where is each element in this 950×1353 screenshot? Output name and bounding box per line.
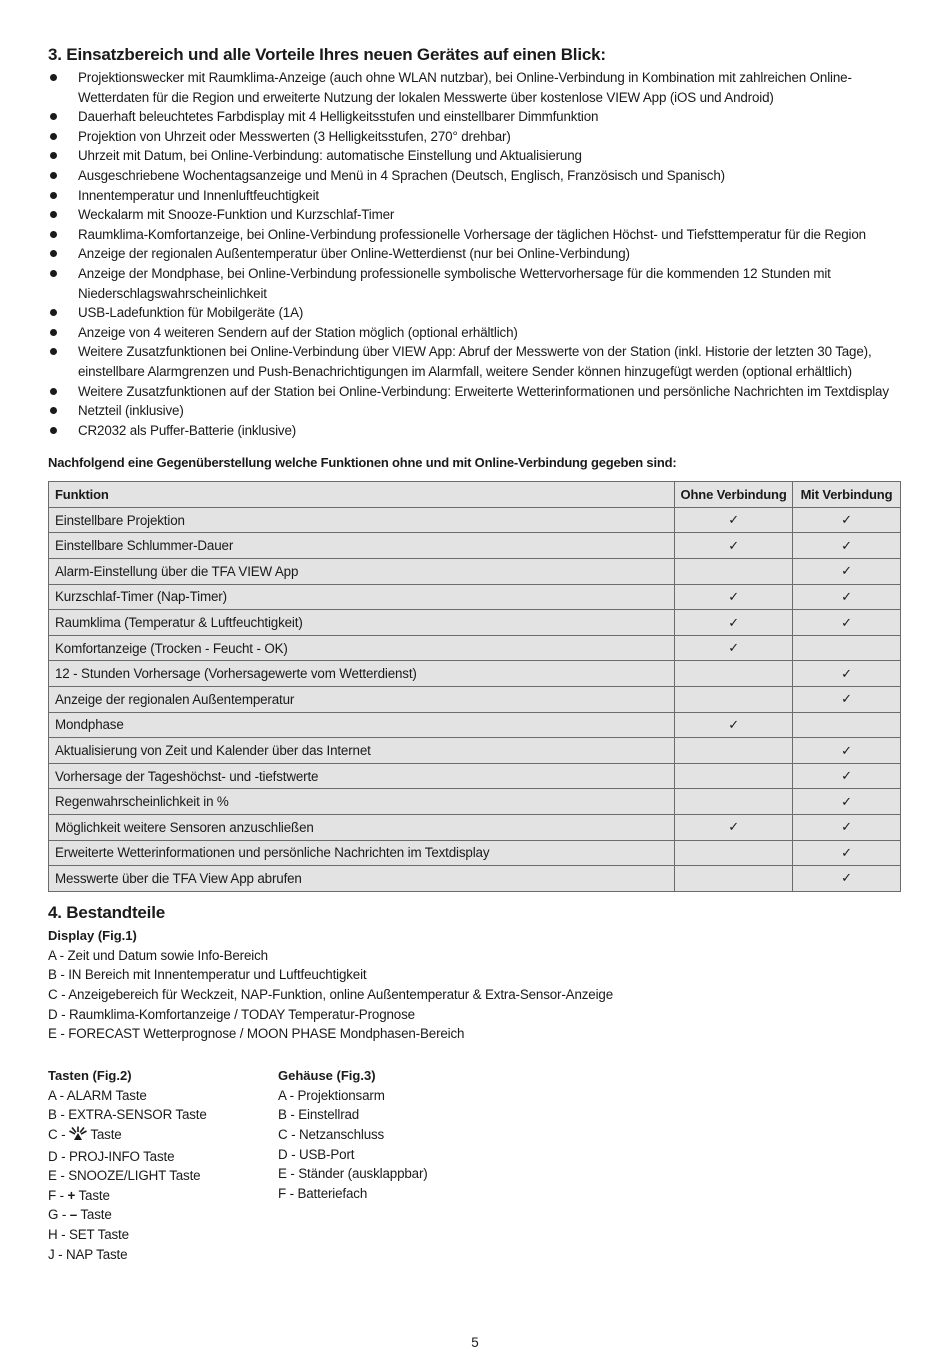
check-icon: ✓ bbox=[841, 692, 852, 708]
feature-item: Weitere Zusatzfunktionen bei Online-Verbindung über VIEW App: Abruf der Messwerte von der Station (inkl. Historie der letzten 30 Tage), einstellbare Alarmgrenzen und Push-Benachrichtigungen im Alarmfall, weitere Sender können hinzugefügt werden (optional erhältlich) bbox=[48, 342, 902, 381]
mit-verbindung-cell bbox=[793, 687, 901, 713]
funktion-cell: Kurzschlaf-Timer (Nap-Timer) bbox=[49, 584, 675, 610]
minus-symbol: – bbox=[69, 1207, 78, 1223]
check-icon: ✓ bbox=[841, 589, 852, 605]
check-icon: ✓ bbox=[841, 794, 852, 810]
header-ohne-verbindung: Ohne Verbindung bbox=[675, 482, 793, 508]
funktion-cell: Einstellbare Projektion bbox=[49, 507, 675, 533]
funktion-cell: Komfortanzeige (Trocken - Feucht - OK) bbox=[49, 635, 675, 661]
parts-columns bbox=[48, 1064, 902, 1264]
mit-verbindung-cell bbox=[793, 661, 901, 687]
comparison-table bbox=[48, 481, 901, 892]
funktion-cell: Mondphase bbox=[49, 712, 675, 738]
funktion-cell: Vorhersage der Tageshöchst- und -tiefstwerte bbox=[49, 763, 675, 789]
display-item: A - Zeit und Datum sowie Info-Bereich bbox=[48, 947, 268, 963]
gehaeuse-item: D - USB-Port bbox=[278, 1146, 355, 1162]
tasten-title: Tasten (Fig.2) bbox=[48, 1067, 132, 1083]
tasten-item bbox=[48, 1186, 278, 1206]
feature-item: Anzeige der Mondphase, bei Online-Verbindung professionelle symbolische Wettervorhersage für die kommenden 12 Stunden mit Niederschlagswahrscheinlichkeit bbox=[48, 264, 902, 303]
ohne-verbindung-cell bbox=[675, 507, 793, 533]
ohne-verbindung-cell bbox=[675, 763, 793, 789]
feature-list bbox=[48, 68, 902, 440]
mit-verbindung-cell bbox=[793, 610, 901, 636]
ohne-verbindung-cell bbox=[675, 738, 793, 764]
gehaeuse-item: F - Batteriefach bbox=[278, 1185, 368, 1201]
mit-verbindung-cell bbox=[793, 738, 901, 764]
tasten-item: E - SNOOZE/LIGHT Taste bbox=[48, 1168, 201, 1184]
funktion-cell: Alarm-Einstellung über die TFA VIEW App bbox=[49, 559, 675, 585]
mit-verbindung-cell bbox=[793, 815, 901, 841]
ohne-verbindung-cell bbox=[675, 559, 793, 585]
feature-item: Weckalarm mit Snooze-Funktion und Kurzschlaf-Timer bbox=[48, 205, 902, 225]
check-icon: ✓ bbox=[841, 615, 852, 631]
table-row bbox=[49, 789, 901, 815]
header-mit-verbindung: Mit Verbindung bbox=[793, 482, 901, 508]
gehaeuse-item: B - Einstellrad bbox=[278, 1107, 360, 1123]
check-icon: ✓ bbox=[728, 513, 739, 529]
mit-verbindung-cell bbox=[793, 559, 901, 585]
funktion-cell: Raumklima (Temperatur & Luftfeuchtigkeit) bbox=[49, 610, 675, 636]
check-icon: ✓ bbox=[728, 820, 739, 836]
check-icon: ✓ bbox=[841, 538, 852, 554]
feature-item: Raumklima-Komfortanzeige, bei Online-Verbindung professionelle Vorhersage der täglichen Höchst- und Tiefsttemperatur für die Region bbox=[48, 225, 902, 245]
ohne-verbindung-cell bbox=[675, 661, 793, 687]
funktion-cell: Aktualisierung von Zeit und Kalender über das Internet bbox=[49, 738, 675, 764]
check-icon: ✓ bbox=[841, 564, 852, 580]
funktion-cell: Möglichkeit weitere Sensoren anzuschließen bbox=[49, 815, 675, 841]
gehaeuse-item: C - Netzanschluss bbox=[278, 1126, 385, 1142]
table-row bbox=[49, 610, 901, 636]
check-icon: ✓ bbox=[728, 589, 739, 605]
funktion-cell: Regenwahrscheinlichkeit in % bbox=[49, 789, 675, 815]
tasten-column bbox=[48, 1064, 278, 1264]
feature-item: Weitere Zusatzfunktionen auf der Station bei Online-Verbindung: Erweiterte Wetterinformationen und persönliche Nachrichten im Textdisplay bbox=[48, 382, 902, 402]
check-icon: ✓ bbox=[841, 769, 852, 785]
check-icon: ✓ bbox=[841, 845, 852, 861]
header-funktion: Funktion bbox=[49, 482, 675, 508]
mit-verbindung-cell bbox=[793, 507, 901, 533]
tasten-item bbox=[48, 1205, 278, 1225]
ohne-verbindung-cell bbox=[675, 635, 793, 661]
table-row bbox=[49, 661, 901, 687]
feature-item: CR2032 als Puffer-Batterie (inklusive) bbox=[48, 421, 902, 441]
table-row bbox=[49, 712, 901, 738]
manual-page bbox=[48, 44, 902, 1264]
display-item: E - FORECAST Wetterprognose / MOON PHASE Mondphasen-Bereich bbox=[48, 1026, 465, 1042]
tasten-item: B - EXTRA-SENSOR Taste bbox=[48, 1107, 207, 1123]
mit-verbindung-cell bbox=[793, 635, 901, 661]
feature-item: Innentemperatur und Innenluftfeuchtigkeit bbox=[48, 186, 902, 206]
tasten-item-suffix: Taste bbox=[75, 1187, 110, 1203]
funktion-cell: Erweiterte Wetterinformationen und persönliche Nachrichten im Textdisplay bbox=[49, 840, 675, 866]
tasten-item-prefix: G - bbox=[48, 1207, 70, 1223]
table-row bbox=[49, 866, 901, 892]
tasten-item bbox=[48, 1125, 278, 1147]
display-title: Display (Fig.1) bbox=[48, 927, 137, 943]
section-3-title: 3. Einsatzbereich und alle Vorteile Ihres neuen Gerätes auf einen Blick: bbox=[48, 45, 606, 64]
feature-item: USB-Ladefunktion für Mobilgeräte (1A) bbox=[48, 303, 902, 323]
display-item: B - IN Bereich mit Innentemperatur und Luftfeuchtigkeit bbox=[48, 967, 367, 983]
gehaeuse-item: E - Ständer (ausklappbar) bbox=[278, 1166, 428, 1182]
mit-verbindung-cell bbox=[793, 533, 901, 559]
table-row bbox=[49, 738, 901, 764]
mit-verbindung-cell bbox=[793, 840, 901, 866]
check-icon: ✓ bbox=[841, 666, 852, 682]
table-row bbox=[49, 763, 901, 789]
table-intro: Nachfolgend eine Gegenüberstellung welche Funktionen ohne und mit Online-Verbindung gegeben sind: bbox=[48, 455, 677, 471]
display-item: C - Anzeigebereich für Weckzeit, NAP-Funktion, online Außentemperatur & Extra-Sensor-Anzeige bbox=[48, 986, 613, 1002]
check-icon: ✓ bbox=[728, 615, 739, 631]
tasten-item-prefix: F - bbox=[48, 1187, 68, 1203]
tasten-item-suffix: Taste bbox=[77, 1207, 112, 1223]
page-number: 5 bbox=[471, 1335, 479, 1350]
plus-symbol: + bbox=[67, 1187, 76, 1203]
check-icon: ✓ bbox=[728, 717, 739, 733]
feature-item: Anzeige der regionalen Außentemperatur über Online-Wetterdienst (nur bei Online-Verbindung) bbox=[48, 244, 902, 264]
funktion-cell: Einstellbare Schlummer-Dauer bbox=[49, 533, 675, 559]
funktion-cell: Messwerte über die TFA View App abrufen bbox=[49, 866, 675, 892]
mit-verbindung-cell bbox=[793, 584, 901, 610]
table-header-row bbox=[49, 482, 901, 508]
tasten-item-suffix: Taste bbox=[86, 1126, 122, 1142]
tasten-item-prefix: C - bbox=[48, 1126, 69, 1142]
mit-verbindung-cell bbox=[793, 712, 901, 738]
check-icon: ✓ bbox=[728, 641, 739, 657]
mit-verbindung-cell bbox=[793, 789, 901, 815]
ohne-verbindung-cell bbox=[675, 584, 793, 610]
gehaeuse-item: A - Projektionsarm bbox=[278, 1087, 385, 1103]
table-row bbox=[49, 559, 901, 585]
check-icon: ✓ bbox=[841, 820, 852, 836]
projection-light-icon bbox=[69, 1126, 87, 1147]
table-body bbox=[49, 507, 901, 891]
feature-item: Projektion von Uhrzeit oder Messwerten (3 Helligkeitsstufen, 270° drehbar) bbox=[48, 127, 902, 147]
check-icon: ✓ bbox=[841, 743, 852, 759]
ohne-verbindung-cell bbox=[675, 712, 793, 738]
funktion-cell: Anzeige der regionalen Außentemperatur bbox=[49, 687, 675, 713]
tasten-item: A - ALARM Taste bbox=[48, 1087, 147, 1103]
feature-item: Ausgeschriebene Wochentagsanzeige und Menü in 4 Sprachen (Deutsch, Englisch, Französisch und Spanisch) bbox=[48, 166, 902, 186]
gehaeuse-column bbox=[278, 1064, 578, 1264]
ohne-verbindung-cell bbox=[675, 533, 793, 559]
ohne-verbindung-cell bbox=[675, 789, 793, 815]
ohne-verbindung-cell bbox=[675, 866, 793, 892]
mit-verbindung-cell bbox=[793, 763, 901, 789]
feature-item: Netzteil (inklusive) bbox=[48, 401, 902, 421]
table-row bbox=[49, 815, 901, 841]
table-row bbox=[49, 533, 901, 559]
ohne-verbindung-cell bbox=[675, 840, 793, 866]
check-icon: ✓ bbox=[728, 538, 739, 554]
check-icon: ✓ bbox=[841, 871, 852, 887]
ohne-verbindung-cell bbox=[675, 610, 793, 636]
feature-item: Uhrzeit mit Datum, bei Online-Verbindung: automatische Einstellung und Aktualisierung bbox=[48, 146, 902, 166]
tasten-item: D - PROJ-INFO Taste bbox=[48, 1148, 175, 1164]
feature-item: Projektionswecker mit Raumklima-Anzeige (auch ohne WLAN nutzbar), bei Online-Verbindung in Kombination mit zahlreichen Online-Wetterdaten für die Region und erweiterte Nutzung der lokalen Messwerte über kostenlose VIEW App (iOS und Android) bbox=[48, 68, 902, 107]
ohne-verbindung-cell bbox=[675, 687, 793, 713]
section-4-title: 4. Bestandteile bbox=[48, 902, 165, 922]
tasten-item: H - SET Taste bbox=[48, 1226, 129, 1242]
table-row bbox=[49, 687, 901, 713]
mit-verbindung-cell bbox=[793, 866, 901, 892]
table-row bbox=[49, 507, 901, 533]
table-row bbox=[49, 635, 901, 661]
gehaeuse-title: Gehäuse (Fig.3) bbox=[278, 1067, 376, 1083]
feature-item: Anzeige von 4 weiteren Sendern auf der Station möglich (optional erhältlich) bbox=[48, 323, 902, 343]
tasten-item: J - NAP Taste bbox=[48, 1246, 128, 1262]
display-item: D - Raumklima-Komfortanzeige / TODAY Temperatur-Prognose bbox=[48, 1006, 415, 1022]
feature-item: Dauerhaft beleuchtetes Farbdisplay mit 4 Helligkeitsstufen und einstellbarer Dimmfunktion bbox=[48, 107, 902, 127]
table-row bbox=[49, 840, 901, 866]
funktion-cell: 12 - Stunden Vorhersage (Vorhersagewerte vom Wetterdienst) bbox=[49, 661, 675, 687]
table-row bbox=[49, 584, 901, 610]
ohne-verbindung-cell bbox=[675, 815, 793, 841]
check-icon: ✓ bbox=[841, 513, 852, 529]
